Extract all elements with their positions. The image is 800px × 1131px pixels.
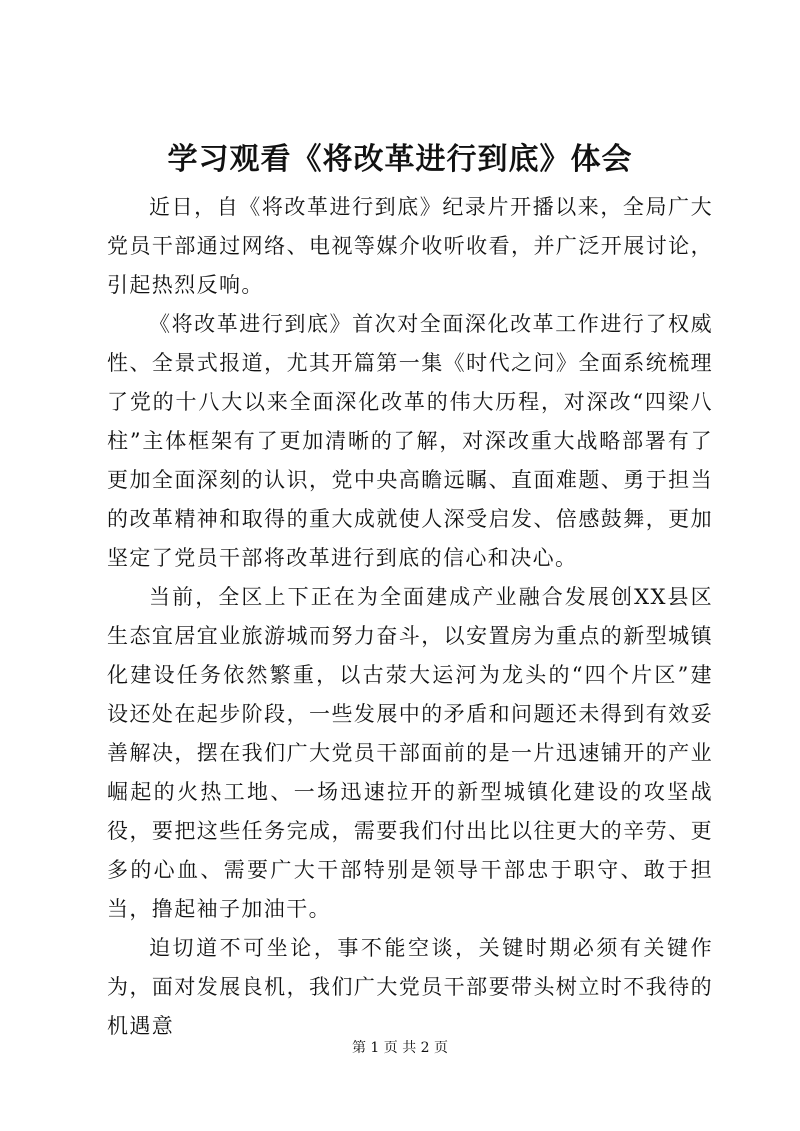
document-title: 学习观看《将改革进行到底》体会	[167, 142, 633, 177]
document-body	[107, 188, 713, 1046]
paragraph-1: 近日，自《将改革进行到底》纪录片开播以来，全局广大党员干部通过网络、电视等媒介收听收看，并广泛开展讨论，引起热烈反响。	[107, 195, 713, 297]
page-number-footer: 第 1 页 共 2 页	[351, 1040, 449, 1056]
paragraph-4: 迫切道不可坐论，事不能空谈，关键时期必须有关键作为，面对发展良机，我们广大党员干部要带头树立时不我待的机遇意	[107, 936, 713, 1038]
paragraph-2: 《将改革进行到底》首次对全面深化改革工作进行了权威性、全景式报道，尤其开篇第一集《时代之问》全面系统梳理了党的十八大以来全面深化改革的伟大历程，对深改“四梁八柱”主体框架有了更加清晰的了解，对深改重大战略部署有了更加全面深刻的认识，党中央高瞻远瞩、直面难题、勇于担当的改革精神和取得的重大成就使人深受启发、倍感鼓舞，更加坚定了党员干部将改革进行到底的信心和决心。	[107, 312, 713, 570]
paragraph-3: 当前，全区上下正在为全面建成产业融合发展创XX县区生态宜居宜业旅游城而努力奋斗，以安置房为重点的新型城镇化建设任务依然繁重，以古荥大运河为龙头的“四个片区”建设还处在起步阶段，一些发展中的矛盾和问题还未得到有效妥善解决，摆在我们广大党员干部面前的是一片迅速铺开的产业崛起的火热工地、一场迅速拉开的新型城镇化建设的攻坚战役，要把这些任务完成，需要我们付出比以往更大的辛劳、更多的心血、需要广大干部特别是领导干部忠于职守、敢于担当，撸起袖子加油干。	[107, 585, 713, 921]
